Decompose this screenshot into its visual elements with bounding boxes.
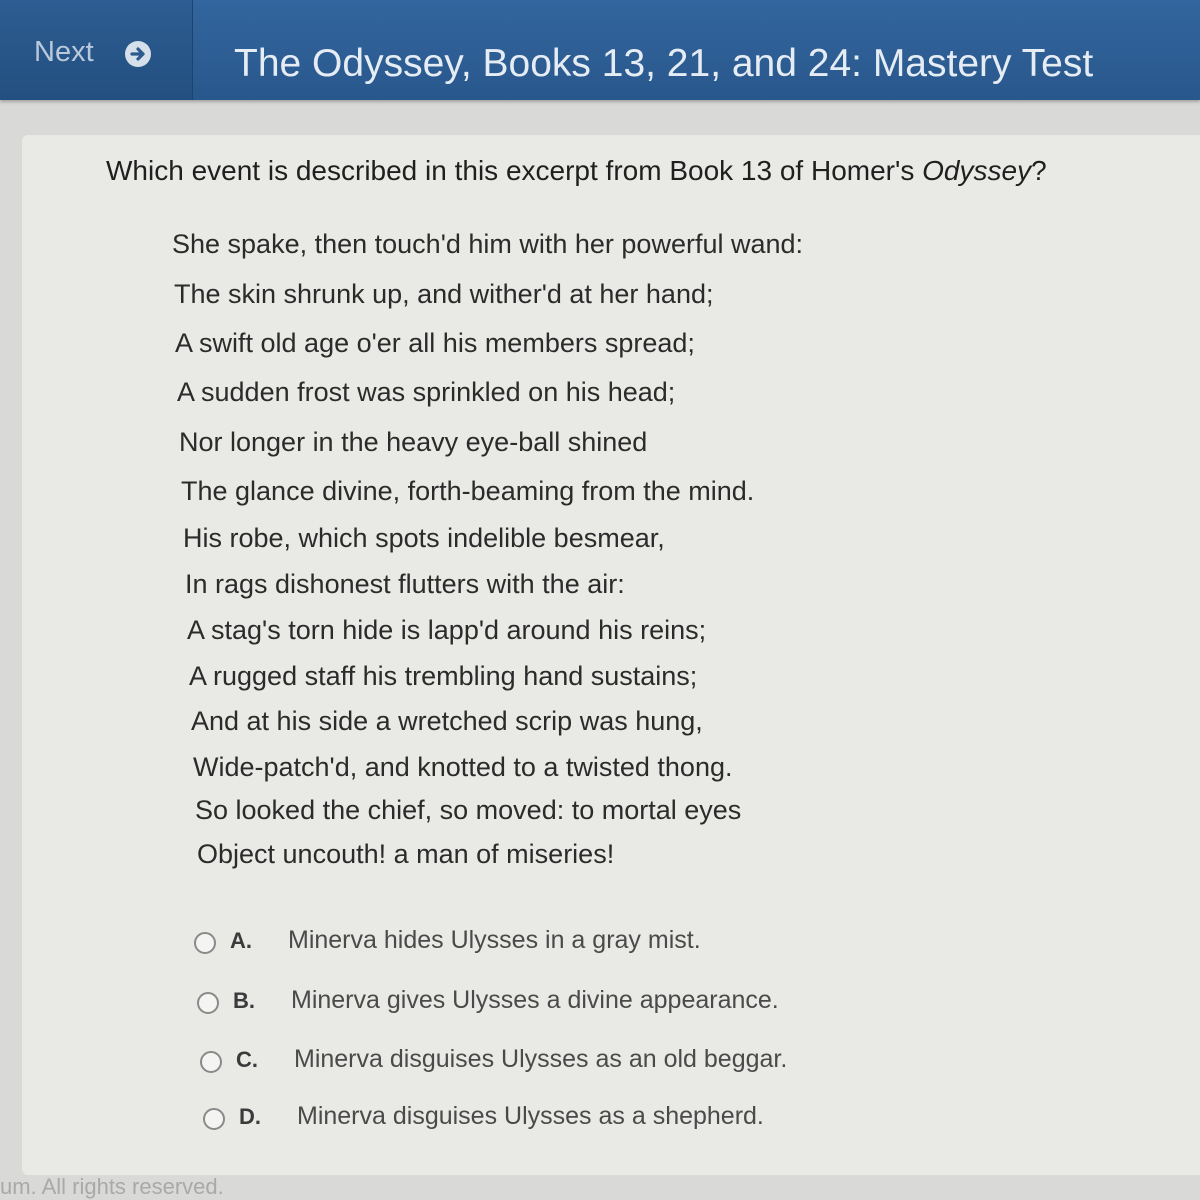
poem-line: Wide-patch'd, and knotted to a twisted thong.: [193, 752, 733, 782]
poem-line: And at his side a wretched scrip was hung,: [191, 706, 703, 736]
radio-button[interactable]: [203, 1108, 225, 1130]
option-text: Minerva gives Ulysses a divine appearance.: [291, 986, 779, 1014]
poem-line: The glance divine, forth-beaming from the mind.: [181, 476, 755, 506]
option-c[interactable]: [200, 1047, 820, 1087]
question-prefix: Which event is described in this excerpt from Book 13 of Homer's: [106, 155, 923, 186]
option-letter: D.: [239, 1104, 261, 1129]
radio-button[interactable]: [200, 1051, 222, 1073]
poem-line: A sudden frost was sprinkled on his head;: [177, 377, 676, 407]
option-text: Minerva disguises Ulysses as a shepherd.: [297, 1102, 764, 1130]
poem-line: She spake, then touch'd him with her powerful wand:: [172, 229, 804, 259]
poem-line: A stag's torn hide is lapp'd around his reins;: [187, 615, 707, 645]
poem-line: Object uncouth! a man of miseries!: [197, 839, 615, 869]
poem-line: A swift old age o'er all his members spread;: [175, 328, 695, 358]
poem-line: The skin shrunk up, and wither'd at her hand;: [174, 279, 714, 309]
copyright-footer: um. All rights reserved.: [0, 1174, 224, 1199]
poem-line: So looked the chief, so moved: to mortal eyes: [195, 795, 742, 825]
poem-line: Nor longer in the heavy eye-ball shined: [179, 427, 648, 457]
option-text: Minerva hides Ulysses in a gray mist.: [288, 926, 701, 954]
question-italic-title: Odyssey: [922, 155, 1032, 186]
question-text: [106, 155, 1047, 187]
option-text: Minerva disguises Ulysses as an old beggar.: [294, 1045, 788, 1073]
next-button[interactable]: [0, 0, 193, 100]
page-title: The Odyssey, Books 13, 21, and 24: Mastery Test: [234, 42, 1094, 85]
option-a[interactable]: [194, 928, 754, 968]
poem-line: A rugged staff his trembling hand sustains;: [189, 661, 698, 691]
option-d[interactable]: [203, 1104, 803, 1144]
option-letter: B.: [233, 988, 255, 1013]
option-letter: C.: [236, 1047, 258, 1072]
radio-button[interactable]: [197, 992, 219, 1014]
option-b[interactable]: [197, 988, 817, 1028]
question-suffix: ?: [1031, 155, 1047, 186]
top-bar: [0, 0, 1200, 100]
option-letter: A.: [230, 928, 252, 953]
poem-line: In rags dishonest flutters with the air:: [185, 569, 625, 599]
poem-line: His robe, which spots indelible besmear,: [183, 523, 665, 553]
radio-button[interactable]: [194, 932, 216, 954]
next-button-label: Next: [34, 36, 94, 68]
arrow-right-circle-icon: [124, 40, 152, 68]
